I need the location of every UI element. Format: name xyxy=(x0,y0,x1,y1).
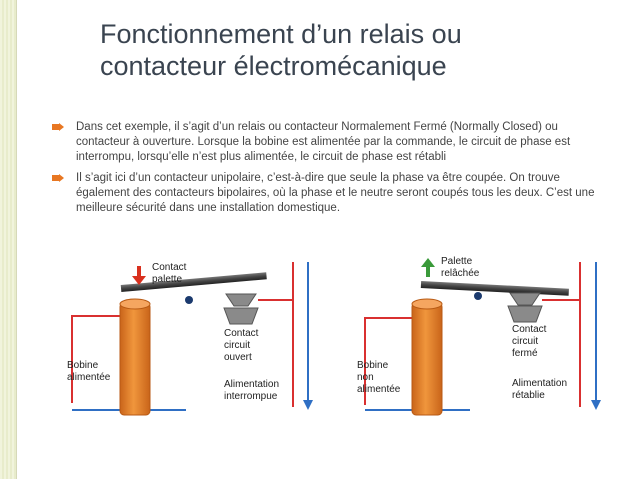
contact-lower-right xyxy=(508,306,542,322)
coil-left xyxy=(120,303,150,415)
pivot-left xyxy=(185,296,193,304)
palette-bar-left xyxy=(121,272,267,292)
arrow-down-icon xyxy=(132,266,146,285)
label-palette-relachee: Palette relâchée xyxy=(441,256,480,279)
contact-upper-right xyxy=(510,293,540,305)
label-alimentation-interrompue: Alimentation interrompue xyxy=(224,379,280,402)
label-contact-circuit-ouvert: Contact circuit ouvert xyxy=(224,328,259,363)
label-contact-circuit-ferme: Contact circuit fermé xyxy=(512,324,547,359)
coil-right xyxy=(412,303,442,415)
label-bobine-alimentee: Bobine alimentée xyxy=(67,360,111,383)
palette-bar-right xyxy=(421,281,569,296)
arrow-up-icon xyxy=(421,258,435,277)
contact-lower-left xyxy=(224,308,258,324)
coil-top-left xyxy=(120,299,150,309)
neutral-arrowhead-left xyxy=(303,400,313,410)
title-line-2: contacteur électromécanique xyxy=(100,51,447,81)
coil-top-right xyxy=(412,299,442,309)
title-line-1: Fonctionnement d’un relais ou xyxy=(100,19,462,49)
label-bobine-non-alimentee: Bobine non alimentée xyxy=(357,360,401,395)
bullet-text-1: Dans cet exemple, il s’agit d’un relais ou contacteur Normalement Fermé (Normally Closed) ou contacteur à ouverture. Lorsque la bobine est alimentée par la commande, le circuit de phase est interrompu, lorsqu’elle n’est plus alimentée, le circuit de phase est rétabli xyxy=(76,121,571,163)
neutral-arrowhead-right xyxy=(591,400,601,410)
label-contact-palette: Contact palette xyxy=(152,262,187,285)
bullet-text-2: Il s’agit ici d’un contacteur unipolaire, c’est-à-dire que seule la phase va être coupée. On trouve également des contacteurs bipolaires, où la phase et le neutre seront coupés tous les deux. C’est une meilleure sécurité dans une installation domestique. xyxy=(76,172,595,214)
pivot-right xyxy=(474,292,482,300)
contact-upper-left xyxy=(226,294,256,306)
label-alimentation-retablie: Alimentation rétablie xyxy=(512,378,568,401)
